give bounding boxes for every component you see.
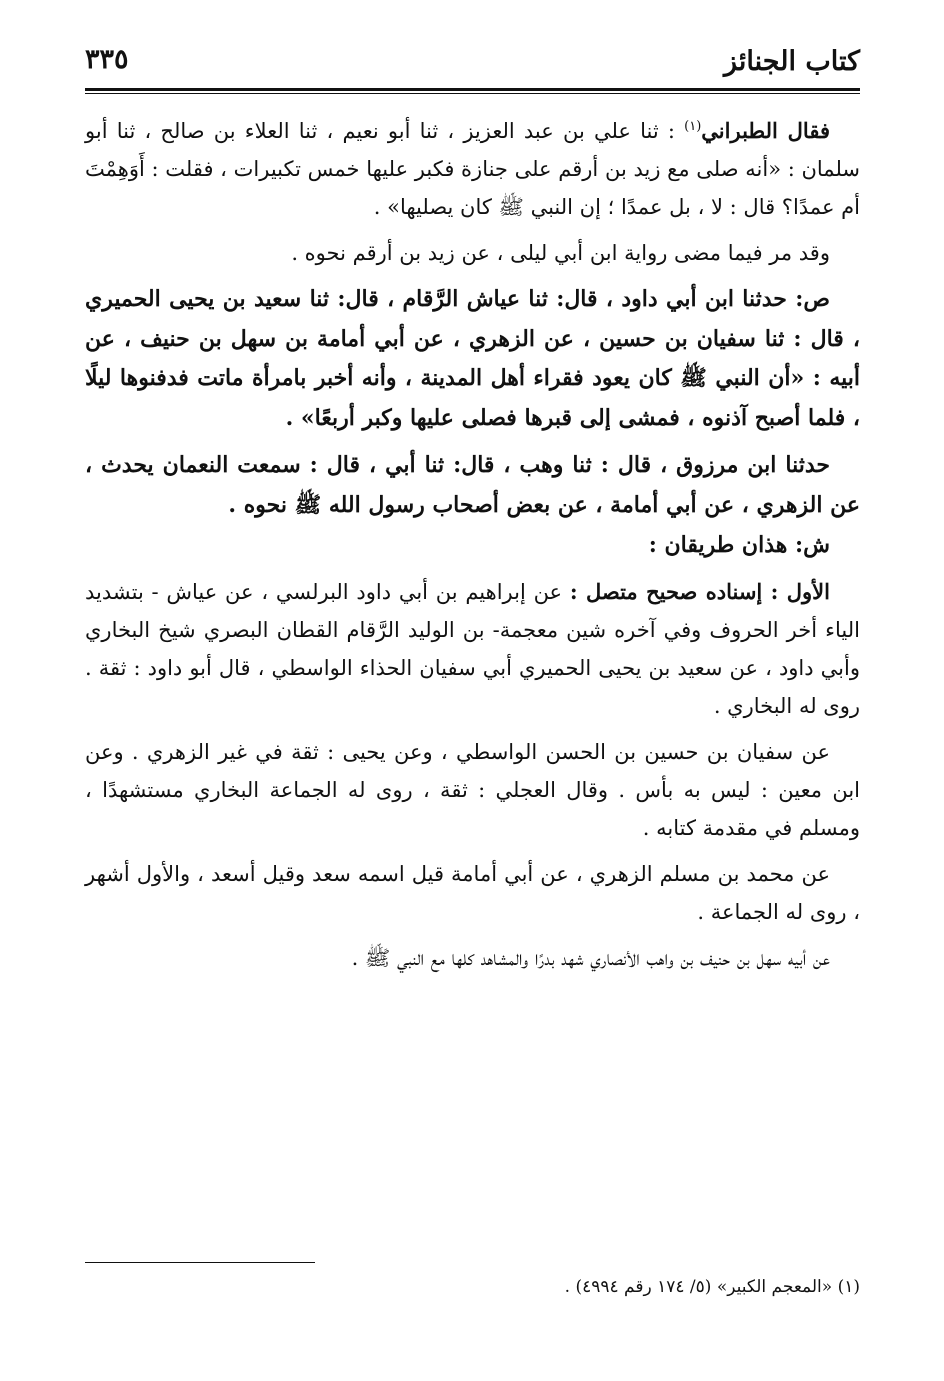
page-header: [85, 40, 860, 90]
page-body: [85, 112, 860, 977]
footnote: (١) «المعجم الكبير» (٥/ ١٧٤ رقم ٤٩٩٤) .: [564, 1277, 860, 1297]
paragraph-second-chain: حدثنا ابن مرزوق ، قال : ثنا وهب ، قال: ثنا أبي ، قال : سمعت النعمان يحدث ، عن الزهري ، عن أبي أمامة ، عن بعض أصحاب رسول الله ﷺ نحوه .: [85, 452, 860, 518]
paragraph-hadith-text: ص: حدثنا ابن أبي داود ، قال: ثنا عياش الرَّقام ، قال: ثنا سعيد بن يحيى الحميري ، قال : ثنا سفيان بن حسين ، عن الزهري ، عن أبي أمامة بن سهل بن حنيف ، عن أبيه : «أن النبي ﷺ كان يعود فقراء أهل المدينة ، وأنه أخبر بامرأة ماتت فدفنوها ليلًا ، فلما أصبح آذنوه ، فمشى إلى قبرها فصلى عليها وكبر أربعًا» .: [85, 286, 860, 431]
chapter-title: كتاب الجنائز: [724, 46, 860, 77]
footnote-divider: [85, 1262, 315, 1263]
paragraph-text: : ثنا علي بن عبد العزيز ، ثنا أبو نعيم ، ثنا العلاء بن صالح ، ثنا أبو سلمان : «أنه صلى مع زيد بن أرقم على جنازة فكبر عليها خمس تكبيرات ، فقلت : أَوَهِمْتَ أم عمدًا؟ قال : لا ، بل عمدًا ؛ إن النبي ﷺ كان يصليها» .: [85, 119, 860, 219]
paragraph-lead: فقال الطبراني: [701, 118, 830, 143]
paragraph-lead: الأول : إسناده صحيح متصل :: [569, 579, 830, 605]
paragraph-commentary-heading: ش: هذان طريقان :: [648, 531, 830, 558]
paragraph-previous-narration: وقد مر فيما مضى رواية ابن أبي ليلى ، عن زيد بن أرقم نحوه .: [291, 241, 830, 265]
paragraph-zuhri: عن محمد بن مسلم الزهري ، عن أبي أمامة قيل اسمه سعد وقيل أسعد ، والأول أشهر ، روى له الجماعة .: [85, 862, 860, 925]
header-rule-thin: [85, 93, 860, 94]
book-page: [85, 40, 860, 1297]
paragraph-tabarani: [85, 112, 860, 226]
paragraph-sahl: عن أبيه سهل بن حنيف بن واهب الأنصاري شهد بدرًا والمشاهد كلها مع النبي ﷺ .: [351, 946, 830, 971]
paragraph-first-chain: [85, 573, 860, 725]
header-rule-thick: [85, 88, 860, 91]
paragraph-sufyan: عن سفيان بن حسين بن الحسن الواسطي ، وعن يحيى : ثقة في غير الزهري . وعن ابن معين : ليس به بأس . وقال العجلي : ثقة ، روى له الجماعة البخاري مستشهدًا ، ومسلم في مقدمة كتابه .: [85, 740, 860, 841]
footnote-marker: (١): [684, 119, 702, 134]
paragraph-text: عن إبراهيم بن أبي داود البرلسي ، عن عياش - بتشديد الياء أخر الحروف وفي آخره شين معجمة- بن الوليد الرَّقام القطان البصري شيخ البخاري وأبي داود ، عن سعيد بن يحيى الحميري أبي سفيان الحذاء الواسطي ، قال أبو داود : ثقة . روى له البخاري .: [85, 580, 860, 719]
page-number: ٣٣٥: [85, 44, 129, 75]
